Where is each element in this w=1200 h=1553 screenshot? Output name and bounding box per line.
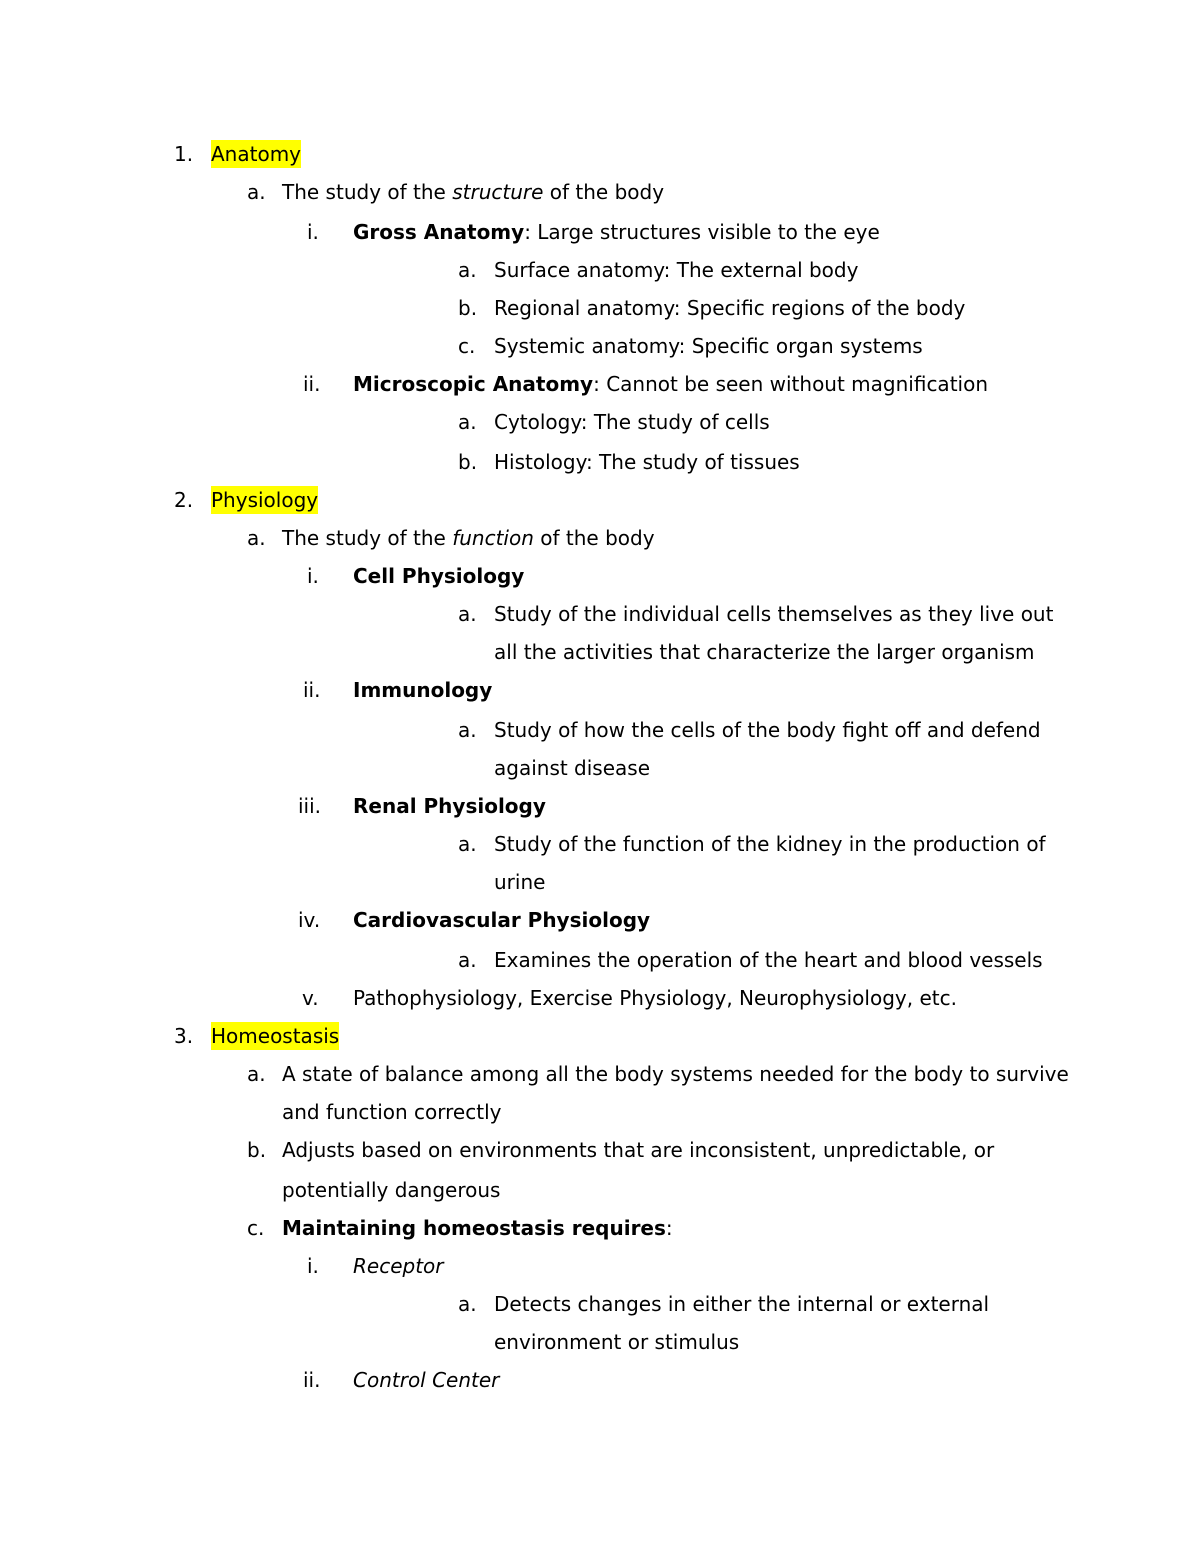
list-marker: a. [458,948,477,972]
list-item-text: and function correctly [282,1100,502,1124]
list-item-text: Histology: The study of tissues [494,450,800,474]
list-marker: a. [458,832,477,856]
list-marker: v. [302,986,319,1010]
list-marker: ii. [303,372,321,396]
list-marker: i. [307,220,319,244]
list-marker: a. [458,410,477,434]
list-marker: b. [247,1138,267,1162]
list-item-text: A state of balance among all the body systems needed for the body to survive [282,1062,1069,1086]
list-item-term: Cell Physiology [353,564,525,588]
list-item-text: Pathophysiology, Exercise Physiology, Neurophysiology, etc. [353,986,957,1010]
list-item-text: Surface anatomy: The external body [494,258,859,282]
list-marker: ii. [303,678,321,702]
list-marker: iii. [298,794,322,818]
list-item-text: Study of how the cells of the body fight off and defend [494,718,1041,742]
list-marker: i. [307,564,319,588]
list-item-text: environment or stimulus [494,1330,740,1354]
list-item-text: The study of the structure of the body [282,180,665,204]
section-title-physiology: Physiology [211,488,319,512]
list-item-text: Gross Anatomy: Large structures visible to the eye [353,220,880,244]
list-marker: b. [458,450,478,474]
list-marker: a. [458,258,477,282]
list-marker: iv. [298,908,321,932]
list-marker: 1. [174,142,194,166]
list-item-term: Renal Physiology [353,794,546,818]
list-item-text: against disease [494,756,651,780]
list-item-text: Detects changes in either the internal or external [494,1292,990,1316]
list-marker: a. [458,718,477,742]
list-marker: a. [458,1292,477,1316]
list-item-text: Examines the operation of the heart and blood vessels [494,948,1043,972]
list-marker: b. [458,296,478,320]
list-item-text: Control Center [353,1368,500,1392]
list-item-text: Systemic anatomy: Specific organ systems [494,334,923,358]
list-marker: a. [247,1062,266,1086]
list-marker: i. [307,1254,319,1278]
list-item-text: urine [494,870,546,894]
list-item-text: Adjusts based on environments that are inconsistent, unpredictable, or [282,1138,995,1162]
list-item-term: Cardiovascular Physiology [353,908,651,932]
list-item-text: potentially dangerous [282,1178,501,1202]
list-marker: ii. [303,1368,321,1392]
list-item-text: Regional anatomy: Specific regions of the body [494,296,966,320]
list-marker: a. [247,526,266,550]
list-item-text: Study of the function of the kidney in the production of [494,832,1046,856]
list-marker: c. [247,1216,265,1240]
list-item-text: Cytology: The study of cells [494,410,770,434]
list-item-text: Maintaining homeostasis requires: [282,1216,673,1240]
list-item-text: all the activities that characterize the larger organism [494,640,1035,664]
list-marker: 2. [174,488,194,512]
list-marker: c. [458,334,476,358]
list-item-text: Microscopic Anatomy: Cannot be seen without magnification [353,372,989,396]
list-marker: a. [247,180,266,204]
list-marker: 3. [174,1024,194,1048]
list-item-term: Immunology [353,678,493,702]
list-marker: a. [458,602,477,626]
list-item-text: Study of the individual cells themselves as they live out [494,602,1054,626]
list-item-text: The study of the function of the body [282,526,655,550]
list-item-text: Receptor [353,1254,444,1278]
section-title-anatomy: Anatomy [211,142,302,166]
section-title-homeostasis: Homeostasis [211,1024,340,1048]
